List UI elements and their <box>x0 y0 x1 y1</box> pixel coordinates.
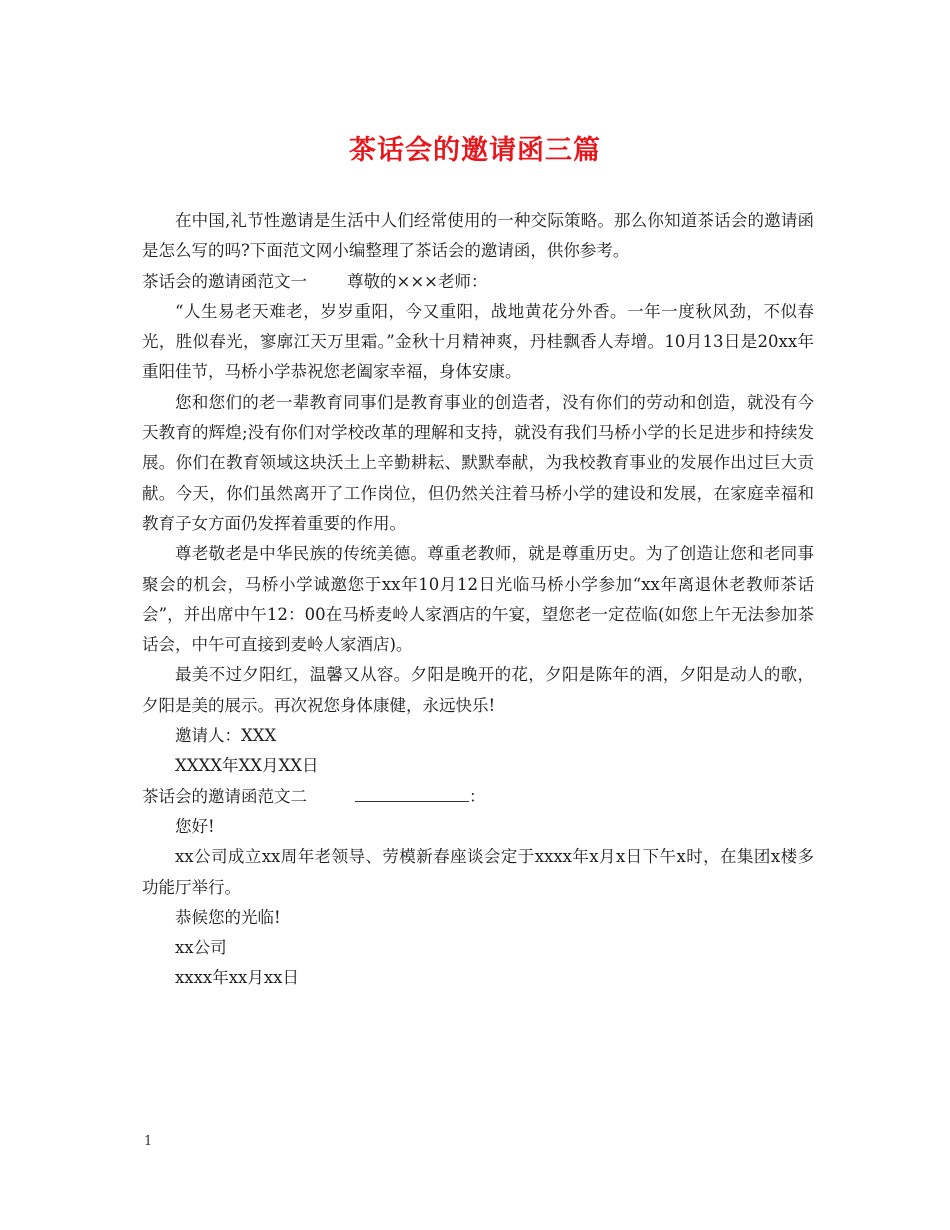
page-number: 1 <box>144 1134 153 1149</box>
salutation-blank-line <box>355 783 469 802</box>
sample2-heading: 茶话会的邀请函范文二 <box>142 786 307 806</box>
sample1-heading: 茶话会的邀请函范文一 <box>142 271 307 291</box>
sample1-inviter: 邀请人：XXX <box>175 726 277 746</box>
sample1-heading-line <box>142 267 814 297</box>
sample1-paragraph-4: 最美不过夕阳红，温馨又从容。夕阳是晚开的花，夕阳是陈年的酒，夕阳是动人的歌，夕阳是美的展示。再次祝您身体康健，永远快乐! <box>142 665 814 715</box>
intro-paragraph: 在中国,礼节性邀请是生活中人们经常使用的一种交际策略。那么你知道茶话会的邀请函是怎么写的吗?下面范文网小编整理了茶话会的邀请函，供你参考。 <box>142 211 814 261</box>
sample2-paragraph-1: xx公司成立xx周年老领导、劳模新春座谈会定于xxxx年x月x日下午x时，在集团x楼多功能厅举行。 <box>142 847 814 897</box>
sample1-paragraph-2: 您和您们的老一辈教育同事们是教育事业的创造者，没有你们的劳动和创造，就没有今天教育的辉煌;没有你们对学校改革的理解和支持，就没有我们马桥小学的长足进步和持续发展。你们在教育领域这块沃土上辛勤耕耘、默默奉献，为我校教育事业的发展作出过巨大贡献。今天，你们虽然离开了工作岗位，但仍然关注着马桥小学的建设和发展，在家庭幸福和教育子女方面仍发挥着重要的作用。 <box>142 392 814 533</box>
sample2-salutation-suffix: ： <box>469 786 486 806</box>
document-body <box>142 206 814 994</box>
sample1-paragraph-3: 尊老敬老是中华民族的传统美德。尊重老教师，就是尊重历史。为了创造让您和老同事聚会的机会，马桥小学诚邀您于xx年10月12日光临马桥小学参加“xx年离退休老教师茶话会”，并出席中午12：00在马桥麦岭人家酒店的午宴，望您老一定莅临(如您上午无法参加茶话会，中午可直接到麦岭人家酒店)。 <box>142 544 814 655</box>
sample2-heading-line <box>142 782 814 812</box>
sample2-greeting: 您好! <box>175 816 215 836</box>
sample1-paragraph-1: “人生易老天难老，岁岁重阳，今又重阳，战地黄花分外香。一年一度秋风劲，不似春光，胜似春光，寥廓江天万里霜。”金秋十月精神爽，丹桂飘香人寿增。10月13日是20xx年重阳佳节，马桥小学恭祝您老阖家幸福，身体安康。 <box>142 301 814 382</box>
sample2-closing: 恭候您的光临! <box>175 907 281 927</box>
document-title: 茶话会的邀请函三篇 <box>349 135 601 166</box>
sample2-company: xx公司 <box>175 938 227 958</box>
sample2-date: xxxx年xx月xx日 <box>175 968 299 988</box>
sample1-date: XXXX年XX月XX日 <box>175 756 319 776</box>
sample1-salutation: 尊敬的×××老师： <box>347 271 488 291</box>
